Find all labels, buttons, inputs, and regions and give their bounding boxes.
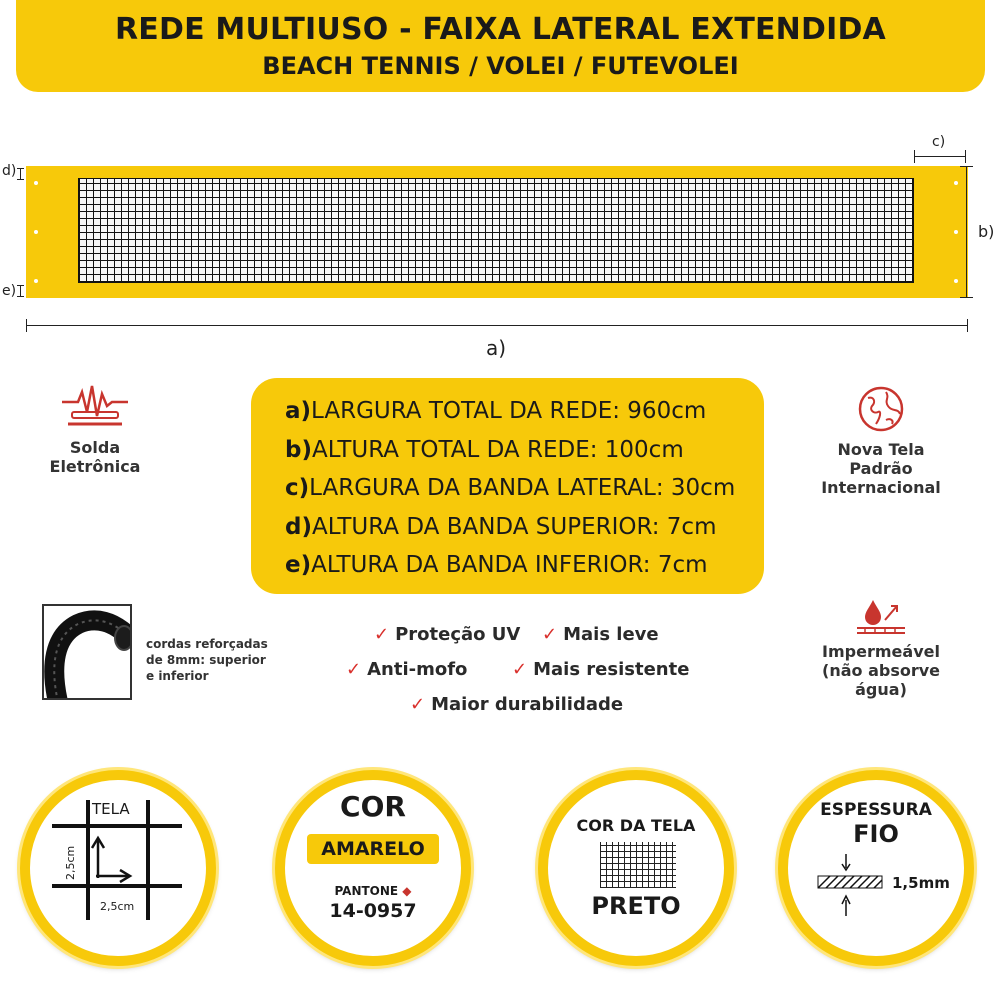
- dimension-e-tick: [17, 296, 24, 297]
- circle-espessura-title: ESPESSURA: [820, 800, 932, 820]
- dimension-c-line: [914, 156, 966, 157]
- grommet: [954, 181, 958, 185]
- check-item: ✓ Mais resistente: [512, 659, 690, 680]
- dimension-e-tick: [17, 285, 24, 286]
- spec-row: c)LARGURA DA BANDA LATERAL: 30cm: [285, 475, 736, 501]
- net-body: [26, 166, 968, 298]
- check-item: ✓ Mais leve: [542, 624, 659, 645]
- mesh-swatch: [600, 842, 676, 888]
- circle-tela-dim-h: 2,5cm: [100, 900, 135, 913]
- feature-impermeavel-line2: (não absorve: [822, 661, 940, 680]
- feature-impermeavel: [812, 596, 950, 699]
- circle-cor-title: COR: [340, 790, 406, 823]
- specs-box: [251, 378, 764, 594]
- circle-tela-title: TELA: [92, 800, 130, 818]
- rope-icon: [44, 606, 132, 700]
- spec-row: b)ALTURA TOTAL DA REDE: 100cm: [285, 436, 684, 463]
- rope-caption: cordas reforçadas de 8mm: superior e inferior: [146, 637, 268, 683]
- circle-espessura-value: 1,5mm: [892, 874, 950, 892]
- dimension-c-label: c): [932, 134, 946, 150]
- circle-cor-tela: [538, 770, 734, 966]
- dimension-a-tick: [967, 319, 968, 332]
- circle-espessura-subtitle: FIO: [853, 820, 899, 848]
- net-mesh: [78, 178, 914, 283]
- feature-tela-line1: Nova Tela: [837, 440, 925, 459]
- pantone-label: PANTONE ◆: [334, 884, 412, 898]
- dimension-d-label: d): [2, 163, 17, 179]
- circle-cor: [275, 770, 471, 966]
- dimension-b-tick: [960, 166, 973, 167]
- dimension-d-tick: [17, 168, 24, 169]
- circle-espessura: [778, 770, 974, 966]
- circle-cor-badge: AMARELO: [321, 838, 425, 860]
- dimension-a-line: [26, 325, 968, 326]
- dimension-b-tick: [960, 297, 973, 298]
- rope-photo: [42, 604, 132, 700]
- grommet: [954, 279, 958, 283]
- check-icon: ✓: [542, 624, 558, 645]
- dimension-c-tick: [914, 150, 915, 163]
- check-icon: ✓: [410, 694, 426, 715]
- grommet: [34, 279, 38, 283]
- check-icon: ✓: [374, 624, 390, 645]
- dimension-a-label: a): [486, 336, 507, 360]
- globe-icon: [856, 384, 906, 434]
- water-drop-icon: [851, 596, 911, 636]
- dimension-b-label: b): [978, 222, 995, 241]
- feature-nova-tela: [818, 384, 944, 497]
- circle-tela: [20, 770, 216, 966]
- thickness-icon: [812, 850, 902, 920]
- feature-impermeavel-line1: Impermeável: [822, 642, 940, 661]
- dimension-b-line: [966, 166, 967, 298]
- feature-tela-line3: Internacional: [821, 478, 941, 497]
- feature-solda-line2: Eletrônica: [49, 457, 141, 476]
- feature-solda-line1: Solda: [69, 438, 121, 457]
- dimension-d-tick: [17, 179, 24, 180]
- feature-solda: [40, 382, 150, 476]
- check-item: ✓ Anti-mofo: [346, 659, 468, 680]
- check-icon: ✓: [346, 659, 362, 680]
- weld-icon: [60, 382, 130, 432]
- pantone-code: 14-0957: [329, 900, 417, 922]
- grommet: [34, 230, 38, 234]
- spec-row: e)ALTURA DA BANDA INFERIOR: 7cm: [285, 552, 708, 578]
- check-item: ✓ Proteção UV: [374, 624, 521, 645]
- feature-tela-line2: Padrão: [849, 459, 913, 478]
- dimension-a-tick: [26, 319, 27, 332]
- dimension-e-label: e): [2, 283, 17, 299]
- check-item: ✓ Maior durabilidade: [410, 694, 624, 715]
- feature-impermeavel-line3: água): [855, 680, 907, 699]
- grommet: [954, 230, 958, 234]
- dimension-c-tick: [965, 150, 966, 163]
- spec-row: d)ALTURA DA BANDA SUPERIOR: 7cm: [285, 513, 717, 540]
- page-title: REDE MULTIUSO - FAIXA LATERAL EXTENDIDA: [115, 12, 886, 47]
- spec-row: a)LARGURA TOTAL DA REDE: 960cm: [285, 398, 707, 424]
- grommet: [34, 181, 38, 185]
- circle-tela-dim-v: 2,5cm: [64, 845, 77, 880]
- circle-cor-tela-title: COR DA TELA: [576, 816, 696, 835]
- check-icon: ✓: [512, 659, 528, 680]
- page-subtitle: BEACH TENNIS / VOLEI / FUTEVOLEI: [262, 52, 739, 80]
- pantone-logo-icon: ◆: [398, 884, 412, 898]
- circle-cor-tela-value: PRETO: [591, 892, 681, 920]
- header-banner: [16, 0, 985, 92]
